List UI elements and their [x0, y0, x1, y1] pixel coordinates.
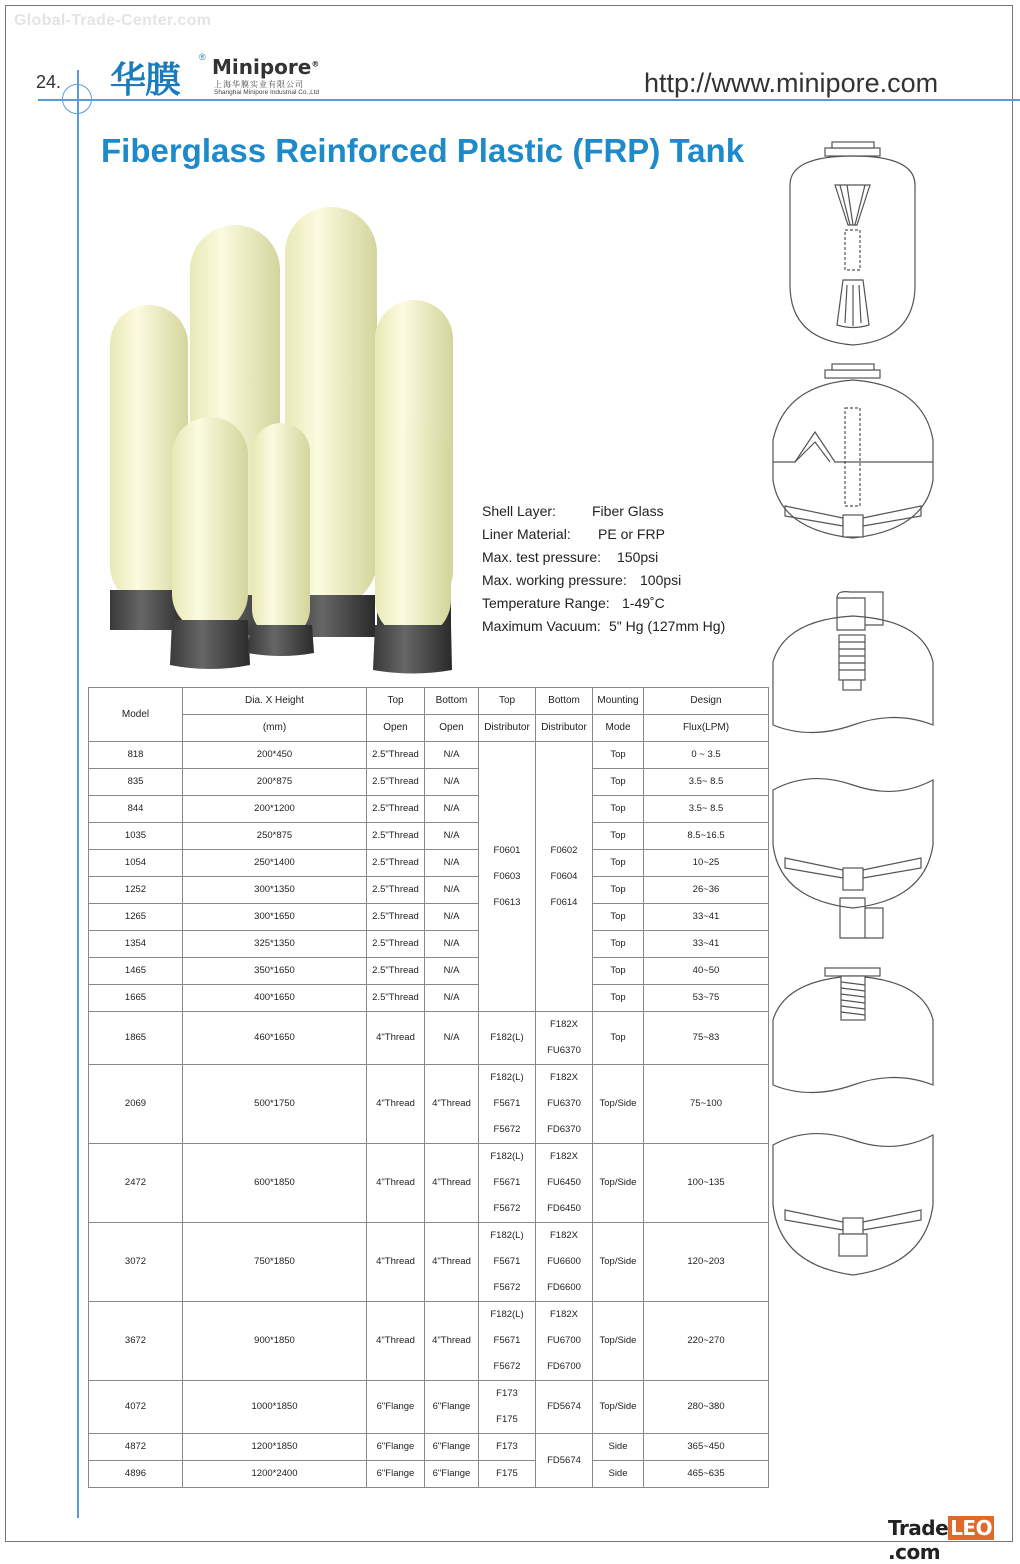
tank-diagrams: [765, 140, 945, 1280]
cell-mounting-mode: Top: [593, 742, 644, 769]
cell-bottom-open: N/A: [425, 769, 479, 796]
table-row: [89, 904, 769, 931]
cell-dimension: 400*1650: [183, 985, 367, 1012]
logo-chinese: 华膜: [110, 60, 181, 101]
cell-mounting-mode: Side: [593, 1461, 644, 1488]
cell-top-distributor: F175: [479, 1461, 536, 1488]
spec-vacuum: Maximum Vacuum: 5" Hg (127mm Hg): [482, 618, 726, 634]
diagram-tank-top-distributor: [790, 142, 915, 345]
cell-bottom-open: N/A: [425, 931, 479, 958]
cell-model: 1054: [89, 850, 183, 877]
cell-bottom-open: N/A: [425, 796, 479, 823]
table-row: [89, 877, 769, 904]
cell-top-distributor: [479, 742, 536, 1012]
table-row: [89, 796, 769, 823]
cell-design-flux: 0 ~ 3.5: [644, 742, 769, 769]
cell-bottom-open: N/A: [425, 742, 479, 769]
cell-bottom-distributor: [536, 1223, 593, 1302]
cell-model: 2069: [89, 1065, 183, 1144]
cell-mounting-mode: Side: [593, 1434, 644, 1461]
cell-dimension: 200*450: [183, 742, 367, 769]
frp-tanks-photo: [100, 195, 470, 680]
cell-bottom-open: N/A: [425, 850, 479, 877]
header-top-open-2: Open: [367, 715, 425, 742]
spec-list: [482, 500, 725, 638]
cell-top-open: 2.5"Thread: [367, 958, 425, 985]
cell-dimension: 1200*2400: [183, 1461, 367, 1488]
cell-top-distributor: [479, 1065, 536, 1144]
table-row: [89, 1434, 769, 1461]
cell-mounting-mode: Top/Side: [593, 1302, 644, 1381]
cell-design-flux: 40~50: [644, 958, 769, 985]
cell-dimension: 600*1850: [183, 1144, 367, 1223]
diagram-tank-bottom-lateral: [773, 1134, 933, 1275]
cell-model: 4872: [89, 1434, 183, 1461]
table-row: [89, 931, 769, 958]
cell-top-open: 6"Flange: [367, 1461, 425, 1488]
cell-top-open: 4"Thread: [367, 1144, 425, 1223]
cell-model: 1354: [89, 931, 183, 958]
cell-bottom-distributor-item: F182X: [550, 1309, 578, 1320]
cell-bottom-open: 6"Flange: [425, 1434, 479, 1461]
cell-bottom-distributor: [536, 1144, 593, 1223]
cell-bottom-distributor-item: FU6370: [547, 1045, 581, 1056]
cell-bottom-distributor: FD5674: [536, 1434, 593, 1488]
table-row: [89, 1144, 769, 1223]
cell-top-open: 2.5"Thread: [367, 985, 425, 1012]
cell-dimension: 500*1750: [183, 1065, 367, 1144]
cell-dimension: 250*875: [183, 823, 367, 850]
cell-top-distributor-item: F0613: [493, 896, 521, 908]
table-header-row-2: [89, 715, 769, 742]
cell-top-distributor-item: F182(L): [490, 1151, 524, 1162]
cell-top-distributor-item: F5672: [493, 1361, 521, 1372]
table-row: [89, 1381, 769, 1434]
spec-test-pressure: Max. test pressure: 150psi: [482, 549, 659, 565]
cell-design-flux: 33~41: [644, 931, 769, 958]
tank-front-left: [170, 417, 250, 669]
cell-dimension: 900*1850: [183, 1302, 367, 1381]
cell-top-distributor-item: F5672: [493, 1203, 521, 1214]
cell-dimension: 300*1650: [183, 904, 367, 931]
table-row: [89, 958, 769, 985]
header-flux-1: Design: [644, 688, 769, 715]
cell-top-distributor-item: F5671: [493, 1256, 521, 1267]
website-url[interactable]: http://www.minipore.com: [644, 68, 939, 98]
cell-bottom-open: 4"Thread: [425, 1223, 479, 1302]
cell-bottom-distributor-item: F182X: [550, 1072, 578, 1083]
cell-bottom-distributor-item: F0604: [550, 870, 578, 882]
diagram-tank-hub-lateral: [773, 364, 933, 538]
cell-top-open: 2.5"Thread: [367, 742, 425, 769]
cell-dimension: 325*1350: [183, 931, 367, 958]
cell-design-flux: 3.5~ 8.5: [644, 769, 769, 796]
cell-bottom-distributor-item: FU6450: [547, 1177, 581, 1188]
cell-model: 1035: [89, 823, 183, 850]
cell-top-distributor-item: F0603: [493, 870, 521, 882]
header-dim-2: (mm): [183, 715, 367, 742]
cell-design-flux: 3.5~ 8.5: [644, 796, 769, 823]
cell-design-flux: 75~83: [644, 1012, 769, 1065]
cell-dimension: 350*1650: [183, 958, 367, 985]
cell-mounting-mode: Top: [593, 796, 644, 823]
diagram-tank-bottom-side: [773, 779, 933, 938]
cell-model: 1265: [89, 904, 183, 931]
cell-top-distributor-item: F182(L): [490, 1309, 524, 1320]
table-row: [89, 850, 769, 877]
header-top-dist-1: Top: [479, 688, 536, 715]
cell-top-distributor: F173: [479, 1434, 536, 1461]
cell-design-flux: 33~41: [644, 904, 769, 931]
cell-mounting-mode: Top: [593, 823, 644, 850]
cell-design-flux: 365~450: [644, 1434, 769, 1461]
cell-model: 4896: [89, 1461, 183, 1488]
crosshair-mark: [62, 84, 92, 114]
cell-dimension: 750*1850: [183, 1223, 367, 1302]
cell-bottom-distributor-item: FD5674: [547, 1401, 581, 1412]
margin-line-vertical: [77, 70, 79, 1518]
header-dim-1: Dia. X Height: [183, 688, 367, 715]
cell-design-flux: 26~36: [644, 877, 769, 904]
table-row: [89, 1012, 769, 1065]
cell-dimension: 1000*1850: [183, 1381, 367, 1434]
cell-bottom-open: 6"Flange: [425, 1461, 479, 1488]
spec-working-pressure: Max. working pressure: 100psi: [482, 572, 682, 588]
cell-mounting-mode: Top/Side: [593, 1381, 644, 1434]
table-row: [89, 1065, 769, 1144]
cell-bottom-distributor-item: F0614: [550, 896, 578, 908]
cell-model: 1865: [89, 1012, 183, 1065]
cell-mounting-mode: Top: [593, 904, 644, 931]
cell-design-flux: 220~270: [644, 1302, 769, 1381]
tank-front-mid: [248, 423, 314, 656]
cell-bottom-distributor-item: F182X: [550, 1230, 578, 1241]
table-row: [89, 1302, 769, 1381]
logo-company-cn: 上海华膜实业有限公司: [214, 80, 304, 89]
cell-top-distributor-item: F182(L): [490, 1230, 524, 1241]
cell-bottom-open: N/A: [425, 904, 479, 931]
cell-top-open: 2.5"Thread: [367, 796, 425, 823]
cell-top-distributor-item: F0601: [493, 844, 521, 856]
cell-design-flux: 8.5~16.5: [644, 823, 769, 850]
cell-model: 4072: [89, 1381, 183, 1434]
header-model: Model: [89, 688, 183, 742]
cell-model: 835: [89, 769, 183, 796]
spec-table: [88, 687, 769, 1488]
cell-top-open: 4"Thread: [367, 1065, 425, 1144]
tradeleo-logo: Trade LEO.com: [888, 1516, 993, 1564]
cell-mounting-mode: Top: [593, 769, 644, 796]
cell-bottom-distributor-item: FU6370: [547, 1098, 581, 1109]
cell-top-open: 4"Thread: [367, 1223, 425, 1302]
cell-design-flux: 120~203: [644, 1223, 769, 1302]
spec-liner-material: Liner Material: PE or FRP: [482, 526, 665, 542]
cell-bottom-open: 4"Thread: [425, 1302, 479, 1381]
cell-top-open: 2.5"Thread: [367, 904, 425, 931]
cell-bottom-distributor-item: FD6370: [547, 1124, 581, 1135]
cell-top-open: 4"Thread: [367, 1012, 425, 1065]
cell-design-flux: 100~135: [644, 1144, 769, 1223]
cell-bottom-distributor-item: F182X: [550, 1151, 578, 1162]
cell-bottom-open: N/A: [425, 823, 479, 850]
cell-bottom-distributor-item: FD6450: [547, 1203, 581, 1214]
cell-top-distributor-item: F182(L): [490, 1072, 524, 1083]
header-top-open-1: Top: [367, 688, 425, 715]
table-row: [89, 769, 769, 796]
cell-model: 844: [89, 796, 183, 823]
table-row: [89, 742, 769, 769]
cell-bottom-distributor-item: F0602: [550, 844, 578, 856]
cell-top-open: 2.5"Thread: [367, 931, 425, 958]
cell-top-distributor: [479, 1302, 536, 1381]
cell-bottom-open: 6"Flange: [425, 1381, 479, 1434]
cell-bottom-distributor-item: FU6700: [547, 1335, 581, 1346]
logo-company-en: Shanghai Minipore Industrial Co.,Ltd: [214, 89, 320, 96]
cell-dimension: 250*1400: [183, 850, 367, 877]
cell-mounting-mode: Top: [593, 985, 644, 1012]
spec-shell-layer: Shell Layer: Fiber Glass: [482, 503, 664, 519]
cell-top-distributor-item: F5672: [493, 1124, 521, 1135]
cell-top-distributor-item: F5671: [493, 1098, 521, 1109]
cell-top-distributor-item: F175: [496, 1414, 518, 1425]
header-bottom-dist-2: Distributor: [536, 715, 593, 742]
page-title: Fiberglass Reinforced Plastic (FRP) Tank: [101, 132, 745, 169]
header-bottom-open-2: Open: [425, 715, 479, 742]
cell-design-flux: 53~75: [644, 985, 769, 1012]
cell-mounting-mode: Top/Side: [593, 1065, 644, 1144]
cell-mounting-mode: Top: [593, 958, 644, 985]
watermark: Global-Trade-Center.com: [14, 12, 212, 29]
cell-top-distributor-item: F182(L): [490, 1032, 524, 1043]
cell-bottom-distributor: [536, 1065, 593, 1144]
cell-bottom-distributor: [536, 1012, 593, 1065]
cell-top-distributor: [479, 1144, 536, 1223]
tank-front-right: [373, 423, 452, 674]
cell-top-open: 6"Flange: [367, 1434, 425, 1461]
table-row: [89, 823, 769, 850]
cell-top-distributor: [479, 1012, 536, 1065]
cell-design-flux: 75~100: [644, 1065, 769, 1144]
diagram-tank-side-elbow: [773, 592, 933, 733]
cell-dimension: 1200*1850: [183, 1434, 367, 1461]
header-bottom-open-1: Bottom: [425, 688, 479, 715]
cell-top-distributor: [479, 1381, 536, 1434]
table-header-row: [89, 688, 769, 715]
cell-model: 818: [89, 742, 183, 769]
cell-bottom-open: 4"Thread: [425, 1144, 479, 1223]
table-row: [89, 985, 769, 1012]
cell-dimension: 460*1650: [183, 1012, 367, 1065]
header-mount-1: Mounting: [593, 688, 644, 715]
cell-top-distributor-item: F5671: [493, 1335, 521, 1346]
cell-bottom-distributor: [536, 1302, 593, 1381]
cell-model: 1665: [89, 985, 183, 1012]
cell-dimension: 300*1350: [183, 877, 367, 904]
cell-top-open: 2.5"Thread: [367, 850, 425, 877]
cell-top-distributor-item: F5671: [493, 1177, 521, 1188]
cell-design-flux: 465~635: [644, 1461, 769, 1488]
cell-mounting-mode: Top/Side: [593, 1144, 644, 1223]
cell-top-open: 2.5"Thread: [367, 823, 425, 850]
cell-bottom-open: N/A: [425, 985, 479, 1012]
cell-top-open: 4"Thread: [367, 1302, 425, 1381]
cell-bottom-distributor: [536, 742, 593, 1012]
cell-model: 3672: [89, 1302, 183, 1381]
cell-top-open: 2.5"Thread: [367, 877, 425, 904]
cell-design-flux: 10~25: [644, 850, 769, 877]
cell-top-distributor: [479, 1223, 536, 1302]
header-top-dist-2: Distributor: [479, 715, 536, 742]
cell-bottom-distributor-item: FU6600: [547, 1256, 581, 1267]
cell-dimension: 200*1200: [183, 796, 367, 823]
diagram-tank-threaded-top: [773, 968, 933, 1093]
cell-bottom-distributor-item: F182X: [550, 1019, 578, 1030]
cell-bottom-open: N/A: [425, 958, 479, 985]
cell-bottom-open: 4"Thread: [425, 1065, 479, 1144]
header-flux-2: Flux(LPM): [644, 715, 769, 742]
logo-english: Minipore®: [212, 55, 320, 79]
table-row: [89, 1223, 769, 1302]
cell-top-open: 2.5"Thread: [367, 769, 425, 796]
header-mount-2: Mode: [593, 715, 644, 742]
cell-mounting-mode: Top/Side: [593, 1223, 644, 1302]
spec-temperature: Temperature Range: 1-49˚C: [482, 595, 665, 611]
cell-model: 1252: [89, 877, 183, 904]
cell-bottom-distributor-item: FD6600: [547, 1282, 581, 1293]
cell-model: 2472: [89, 1144, 183, 1223]
cell-mounting-mode: Top: [593, 931, 644, 958]
cell-model: 3072: [89, 1223, 183, 1302]
cell-mounting-mode: Top: [593, 1012, 644, 1065]
cell-bottom-open: N/A: [425, 877, 479, 904]
header-bottom-dist-1: Bottom: [536, 688, 593, 715]
cell-top-distributor-item: F5672: [493, 1282, 521, 1293]
header-rule: [38, 99, 1020, 101]
table-row: [89, 1461, 769, 1488]
cell-mounting-mode: Top: [593, 877, 644, 904]
cell-top-distributor-item: F173: [496, 1388, 518, 1399]
cell-mounting-mode: Top: [593, 850, 644, 877]
cell-bottom-distributor: [536, 1381, 593, 1434]
cell-top-open: 6"Flange: [367, 1381, 425, 1434]
cell-bottom-distributor-item: FD6700: [547, 1361, 581, 1372]
cell-dimension: 200*875: [183, 769, 367, 796]
cell-bottom-open: N/A: [425, 1012, 479, 1065]
logo-registered-mark: ®: [199, 52, 206, 62]
cell-model: 1465: [89, 958, 183, 985]
cell-design-flux: 280~380: [644, 1381, 769, 1434]
page-number: 24.: [36, 72, 62, 92]
